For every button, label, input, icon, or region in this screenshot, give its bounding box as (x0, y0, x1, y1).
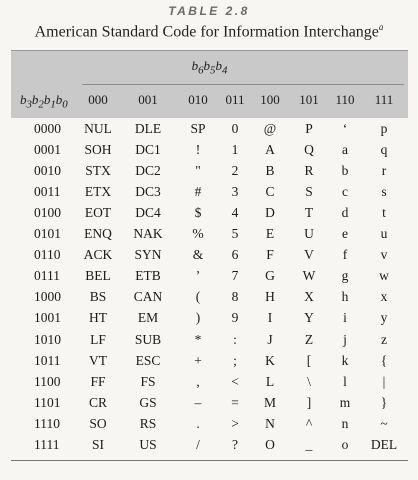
table-cell: x (380, 289, 388, 305)
table-cell: L (265, 373, 275, 389)
table-cell: < (231, 373, 239, 389)
table-cell: a (342, 142, 348, 158)
column-header: 110 (335, 92, 355, 107)
table-cell: @ (263, 121, 277, 136)
table-cell: ; (233, 352, 237, 368)
table-cell: c (342, 184, 348, 200)
table-cell: . (196, 415, 200, 431)
table-cell: SO (89, 415, 107, 431)
row-code: 0011 (34, 184, 61, 200)
table-cell: – (194, 394, 202, 410)
table-cell: # (194, 184, 202, 200)
table-cell: 1 (231, 142, 239, 158)
table-cell: DC3 (135, 184, 161, 200)
table-cell: LF (90, 331, 106, 347)
table-cell: SP (190, 121, 206, 136)
table-cell: ^ (305, 415, 313, 431)
column-header: 100 (260, 92, 280, 107)
table-cell: BS (89, 289, 107, 305)
row-code: 0001 (34, 142, 61, 158)
table-cell: ’ (195, 268, 201, 284)
table-cell: f (342, 247, 348, 263)
table-cell: DLE (134, 121, 162, 136)
table-cell: b (341, 163, 349, 179)
table-cell: } (380, 394, 388, 410)
table-cell: O (265, 436, 275, 452)
table-cell: 7 (231, 268, 239, 284)
table-cell: Y (304, 310, 314, 326)
row-code: 0010 (34, 163, 61, 179)
table-cell: i (343, 310, 347, 326)
table-cell: ETX (84, 184, 112, 200)
table-cell: DC4 (135, 205, 161, 221)
row-code: 0111 (34, 268, 60, 284)
table-cell: M (263, 394, 276, 410)
table-cell: v (380, 247, 388, 263)
table-cell: K (265, 352, 275, 368)
column-header: 101 (299, 92, 319, 107)
table-cell: s (381, 184, 387, 200)
table-cell: l (343, 373, 347, 389)
table-cell: , (196, 373, 200, 389)
table-cell: > (231, 415, 239, 431)
table-cell: & (192, 247, 204, 263)
table-cell: HT (89, 310, 107, 326)
table-cell: / (196, 436, 200, 452)
table-cell: 2 (231, 163, 239, 179)
table-cell: + (194, 352, 202, 368)
table-cell: EOT (84, 205, 112, 221)
table-cell: BEL (85, 268, 111, 284)
table-cell: CAN (133, 289, 163, 305)
row-code: 1011 (34, 352, 61, 368)
table-cell: SOH (84, 142, 112, 158)
table-cell: DEL (370, 436, 398, 452)
table-cell: X (304, 289, 314, 305)
row-code: 1000 (34, 289, 61, 305)
table-cell: n (341, 415, 349, 431)
column-group-rule (82, 84, 404, 85)
row-code: 1010 (34, 331, 61, 347)
table-cell: FS (140, 373, 156, 389)
table-cell: GS (139, 394, 157, 410)
table-cell: A (265, 142, 275, 158)
row-code: 1001 (34, 310, 61, 326)
table-cell: C (265, 184, 275, 200)
column-header: 111 (374, 92, 394, 107)
row-group-label: $b_3b_2b_1b_0$ (20, 92, 68, 111)
table-cell: ) (195, 310, 201, 326)
table-cell: ~ (380, 415, 388, 431)
row-code: 0101 (34, 226, 61, 242)
table-cell: CR (88, 394, 107, 410)
table-cell: J (267, 331, 273, 347)
table-cell: ( (195, 289, 201, 305)
table-cell: ? (232, 436, 238, 452)
table-cell: y (380, 310, 388, 326)
table-cell: DC1 (135, 142, 161, 158)
table-cell: ETB (135, 268, 161, 284)
table-cell: U (304, 226, 314, 242)
table-cell: " (195, 163, 201, 179)
table-cell: US (139, 436, 157, 452)
table-cell: o (341, 436, 349, 452)
table-cell: t (382, 205, 386, 221)
table-cell: Q (304, 142, 314, 158)
table-cell: q (380, 142, 388, 158)
table-cell: 8 (231, 289, 239, 305)
table-cell: 5 (231, 226, 239, 242)
row-code: 1110 (34, 415, 60, 431)
row-code: 1101 (34, 394, 61, 410)
table-cell: | (382, 373, 386, 389)
table-cell: H (265, 289, 275, 305)
table-cell: G (265, 268, 275, 284)
table-cell: V (304, 247, 314, 263)
table-cell: r (381, 163, 387, 179)
table-cell: : (233, 331, 237, 347)
table-cell: NAK (133, 226, 163, 242)
column-header: 000 (88, 92, 108, 107)
table-cell: w (379, 268, 389, 284)
row-code: 0110 (34, 247, 61, 263)
table-cell: R (304, 163, 314, 179)
table-cell: STX (85, 163, 111, 179)
table-cell: 0 (231, 121, 239, 136)
table-cell: { (380, 352, 388, 368)
table-cell: ESC (135, 352, 161, 368)
table-cell: W (302, 268, 316, 284)
table-bottom-rule (11, 460, 408, 461)
table-cell: Z (304, 331, 314, 347)
table-cell: m (339, 394, 351, 410)
table-cell: E (265, 226, 275, 242)
table-cell: k (341, 352, 349, 368)
table-cell: B (265, 163, 275, 179)
table-cell: T (304, 205, 314, 221)
table-cell: e (342, 226, 348, 242)
table-cell: 9 (231, 310, 239, 326)
table-cell: ! (195, 142, 201, 158)
table-cell: g (341, 268, 349, 284)
table-cell: % (192, 226, 204, 242)
table-cell: 6 (231, 247, 239, 263)
column-group-label: $b_6b_5b_4$ (191, 58, 228, 77)
title-footnote-marker: a (378, 22, 384, 32)
table-cell: ] (306, 394, 312, 410)
table-cell: j (343, 331, 347, 347)
table-cell: SYN (134, 247, 162, 263)
table-cell: SUB (134, 331, 162, 347)
table-cell: = (231, 394, 239, 410)
column-header: 011 (225, 92, 245, 107)
table-cell: z (381, 331, 387, 347)
table-cell: NUL (84, 121, 112, 136)
table-cell: P (305, 121, 313, 136)
table-cell: F (266, 247, 274, 263)
column-header: 010 (188, 92, 208, 107)
table-cell: p (380, 121, 388, 136)
table-cell: N (265, 415, 275, 431)
row-code: 0100 (34, 205, 61, 221)
table-cell: [ (306, 352, 312, 368)
title-text: American Standard Code for Information Interchange (34, 23, 379, 41)
table-cell: * (194, 331, 202, 347)
table-cell: S (305, 184, 313, 200)
table-cell: RS (139, 415, 157, 431)
table-cell: \ (307, 373, 311, 389)
column-header: 001 (138, 92, 158, 107)
table-cell: FF (90, 373, 106, 389)
table-cell: _ (305, 436, 313, 452)
table-cell: SI (91, 436, 104, 452)
table-title (0, 22, 418, 41)
table-cell: ACK (83, 247, 113, 263)
table-cell: ENQ (84, 226, 112, 242)
table-cell: I (267, 310, 273, 326)
table-cell: EM (137, 310, 159, 326)
table-cell: h (341, 289, 349, 305)
table-label: TABLE 2.8 (168, 4, 250, 18)
table-cell: VT (89, 352, 107, 368)
table-cell: 4 (231, 205, 239, 221)
row-code: 0000 (34, 121, 61, 136)
table-cell: u (380, 226, 388, 242)
table-cell: ‘ (342, 121, 348, 136)
table-cell: $ (194, 205, 202, 221)
row-code: 1111 (34, 436, 60, 452)
table-cell: 3 (231, 184, 239, 200)
table-cell: d (341, 205, 349, 221)
table-cell: DC2 (135, 163, 161, 179)
table-cell: D (265, 205, 275, 221)
row-code: 1100 (34, 373, 61, 389)
